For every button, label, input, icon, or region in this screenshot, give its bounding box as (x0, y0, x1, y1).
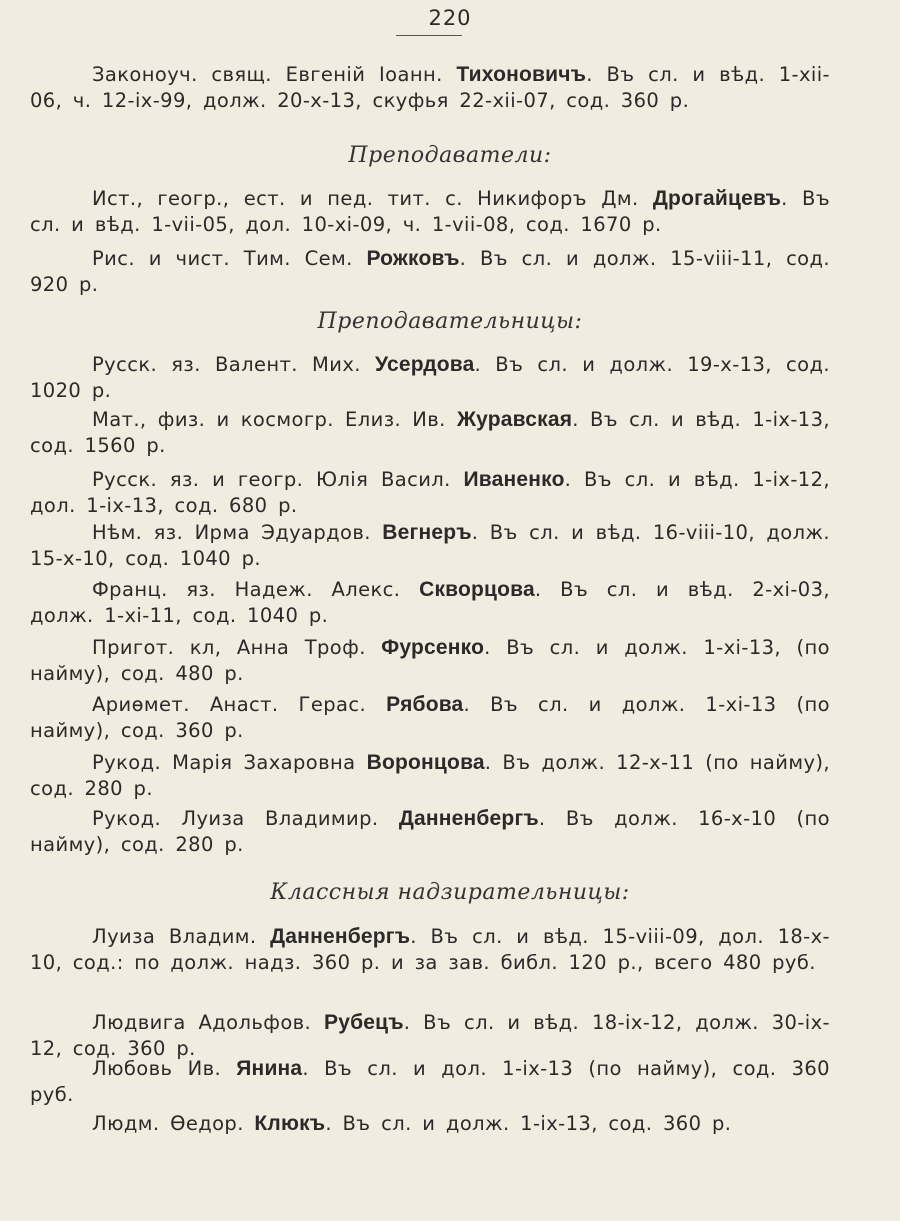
staff-entry (30, 467, 830, 519)
staff-surname: Фурсенко (381, 636, 485, 659)
entry-text: Франц. яз. Надеж. Алекс. (92, 578, 420, 601)
staff-surname: Рожковъ (366, 247, 460, 270)
entry-text: Русск. яз. и геогр. Юлія Васил. (92, 468, 464, 491)
entry-text: Луиза Владим. (92, 925, 271, 948)
entry-text: . Въ долж. 16-x-10 (по найму), сод. 280 р. (30, 807, 830, 856)
staff-surname: Скворцова (419, 578, 535, 601)
entry-text: . Въ сл. и вѣд. 1-vii-05, дол. 10-xi-09, ч. 1-vii-08, сод. 1670 р. (30, 187, 830, 236)
entry-text: . Въ сл. и долж. 1-ix-13, сод. 360 р. (325, 1112, 732, 1135)
entry-text: . Въ сл. и вѣд. 1-ix-13, сод. 1560 р. (30, 408, 830, 457)
staff-entry (30, 352, 830, 404)
page-number-rule (396, 35, 462, 36)
staff-surname: Иваненко (463, 468, 565, 491)
staff-surname: Клюкъ (254, 1112, 326, 1135)
staff-surname: Воронцова (366, 751, 485, 774)
entry-text: Любовь Ив. (92, 1057, 237, 1080)
staff-entry (30, 62, 830, 114)
page-number: 220 (428, 6, 472, 30)
entry-text: Рис. и чист. Тим. Сем. (92, 247, 367, 270)
entry-text: . Въ сл. и долж. 15-viii-11, сод. 920 р. (30, 247, 830, 296)
staff-surname: Тихоновичъ (456, 63, 587, 86)
entry-text: . Въ сл. и вѣд. 18-ix-12, долж. 30-ix-12, сод. 360 р. (30, 1011, 830, 1060)
entry-text: . Въ долж. 12-x-11 (по найму), сод. 280 р. (30, 751, 830, 800)
staff-entry (30, 1111, 830, 1137)
section-heading: Классныя надзирательницы: (270, 880, 630, 905)
entry-text: . Въ сл. и долж. 19-x-13, сод. 1020 р. (30, 353, 830, 402)
entry-text: Рукод. Марія Захаровна (92, 751, 367, 774)
entry-text: Русск. яз. Валент. Мих. (92, 353, 376, 376)
staff-entry (30, 407, 830, 459)
entry-text: Рукод. Луиза Владимир. (92, 807, 399, 830)
entry-text: . Въ сл. и вѣд. 1-xii-06, ч. 12-ix-99, долж. 20-x-13, скуфья 22-xii-07, сод. 360 р. (30, 63, 830, 112)
section-heading: Преподаватели: (348, 143, 552, 168)
staff-surname: Данненбергъ (398, 807, 539, 830)
staff-entry (30, 924, 830, 976)
entry-text: . Въ сл. и вѣд. 1-ix-12, дол. 1-ix-13, сод. 680 р. (30, 468, 830, 517)
staff-surname: Рубецъ (323, 1011, 404, 1034)
staff-entry (30, 692, 830, 744)
entry-text: . Въ сл. и дол. 1-ix-13 (по найму), сод. 360 руб. (30, 1057, 830, 1106)
entry-text: Нѣм. яз. Ирма Эдуардов. (92, 521, 383, 544)
entry-text: Людвига Адольфов. (92, 1011, 324, 1034)
staff-surname: Янина (236, 1057, 303, 1080)
entry-text: Ист., геогр., ест. и пед. тит. с. Никифоръ Дм. (92, 187, 653, 210)
entry-text: Ариѳмет. Анаст. Герас. (92, 693, 387, 716)
staff-surname: Вегнеръ (382, 521, 472, 544)
staff-entry (30, 520, 830, 572)
staff-surname: Рябова (386, 693, 464, 716)
staff-entry (30, 806, 830, 858)
staff-surname: Журавская (456, 408, 573, 431)
staff-entry (30, 186, 830, 238)
staff-entry (30, 577, 830, 629)
staff-surname: Усердова (375, 353, 475, 376)
staff-entry (30, 750, 830, 802)
entry-text: . Въ сл. и вѣд. 15-viii-09, дол. 18-x-10, сод.: по долж. надз. 360 р. и за зав. библ. 120 р., всего 480 руб. (30, 925, 830, 974)
entry-text: . Въ сл. и долж. 1-xi-13 (по найму), сод. 360 р. (30, 693, 831, 742)
entry-text: Законоуч. свящ. Евгеній Іоанн. (92, 63, 457, 86)
entry-text: Мат., физ. и космогр. Елиз. Ив. (92, 408, 457, 431)
staff-surname: Дрогайцевъ (652, 187, 782, 210)
entry-text: . Въ сл. и вѣд. 2-xi-03, долж. 1-xi-11, сод. 1040 р. (30, 578, 830, 627)
staff-entry (30, 246, 830, 298)
staff-entry (30, 635, 830, 687)
section-heading: Преподавательницы: (317, 309, 583, 334)
staff-entry (30, 1010, 830, 1062)
entry-text: . Въ сл. и вѣд. 16-viii-10, долж. 15-x-10, сод. 1040 р. (30, 521, 830, 570)
staff-entry (30, 1056, 830, 1108)
staff-surname: Данненбергъ (270, 925, 411, 948)
entry-text: Пригот. кл, Анна Троф. (92, 636, 382, 659)
entry-text: Людм. Ѳедор. (92, 1112, 255, 1135)
entry-text: . Въ сл. и долж. 1-xi-13, (по найму), сод. 480 р. (30, 636, 830, 685)
